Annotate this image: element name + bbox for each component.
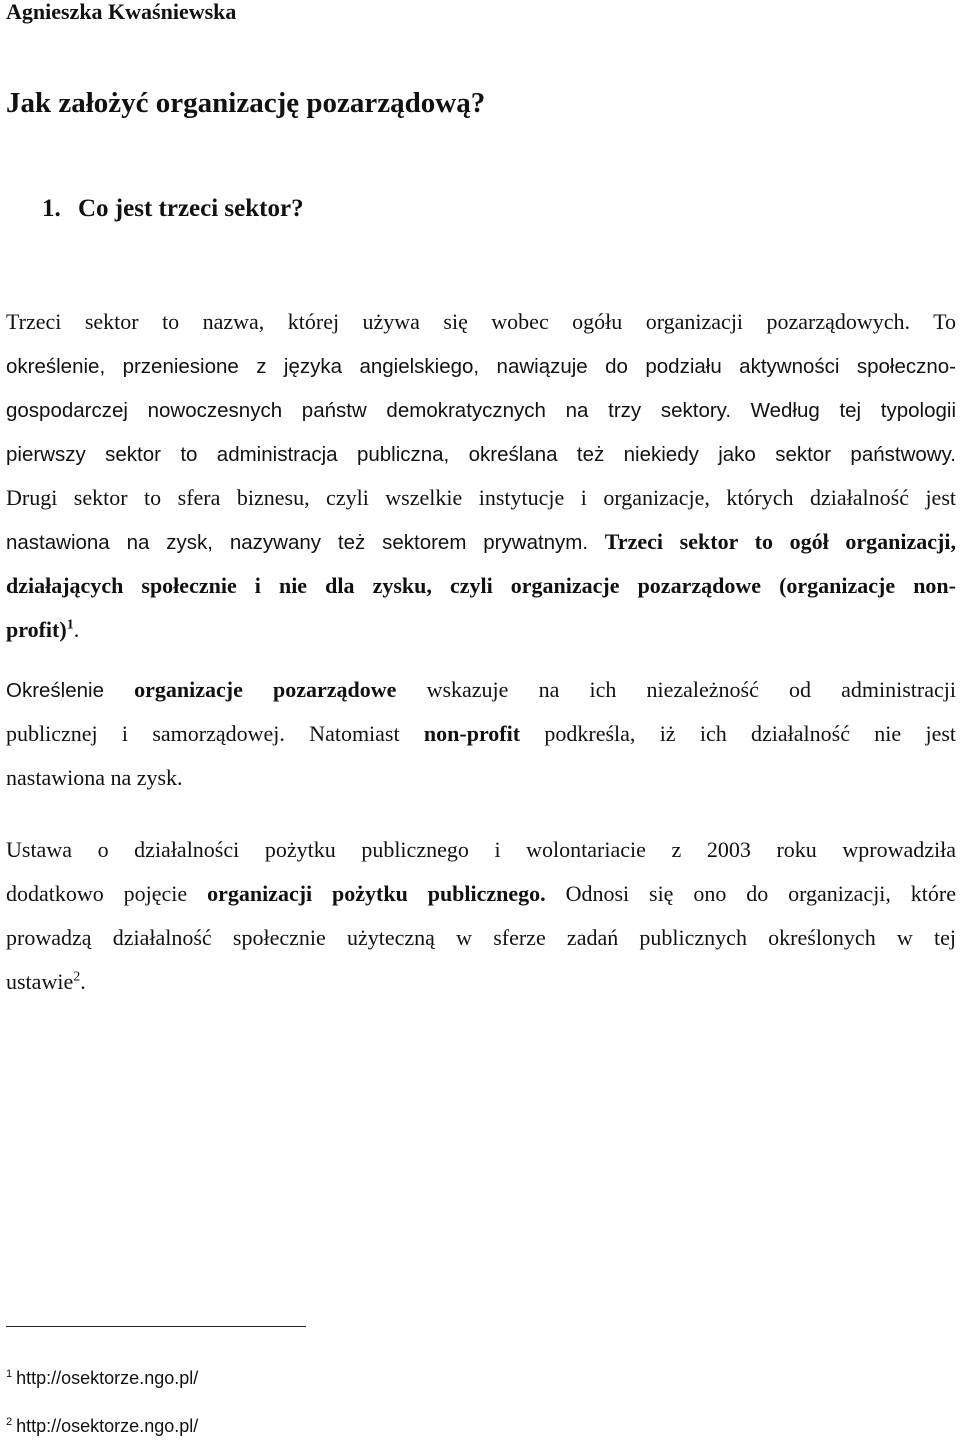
paragraph-line: określenie, przeniesione z języka angielskiego, nawiązuje do podziału aktywności społeczno-: [6, 355, 956, 378]
paragraph-line: nastawiona na zysk, nazywany też sektorem prywatnym. Trzeci sektor to ogół organizacji,: [6, 529, 956, 554]
document-title: Jak założyć organizację pozarządową?: [6, 87, 486, 119]
paragraph-public-benefit: [6, 828, 956, 1004]
bold-phrase: organizacji pożytku publicznego.: [207, 881, 546, 906]
paragraph-line: pierwszy sektor to administracja publiczna, określana też niekiedy jako sektor państwowy.: [6, 443, 956, 466]
paragraph-line: nastawiona na zysk.: [6, 765, 183, 790]
bold-phrase: działających społecznie i nie dla zysku, czyli organizacje pozarządowe (organizacje non-: [6, 573, 956, 598]
author-name: Agnieszka Kwaśniewska: [6, 0, 237, 24]
footnote-ref: 1: [66, 617, 74, 633]
bold-phrase: non-profit: [423, 721, 521, 746]
section-heading: [42, 192, 304, 226]
paragraph-line: gospodarczej nowoczesnych państw demokratycznych na trzy sektory. Według tej typologii: [6, 399, 956, 422]
paragraph-line: Ustawa o działalności pożytku publicznego i wolontariacie z 2003 roku wprowadziła: [6, 837, 956, 862]
paragraph-line: Drugi sektor to sfera biznesu, czyli wszelkie instytucje i organizacje, których działalność jest: [6, 485, 956, 510]
paragraph-line: publicznej i samorządowej. Natomiast non-profit podkreśla, iż ich działalność nie jest: [6, 721, 957, 746]
paragraph-line: ustawie$^2$.: [6, 969, 86, 994]
section-heading-text: Co jest trzeci sektor?: [78, 195, 304, 222]
bold-phrase: organizacje pozarządowe: [134, 677, 397, 702]
paragraph-line: Trzeci sektor to nazwa, której używa się wobec ogółu organizacji pozarządowych. To: [6, 309, 956, 334]
footnote-link[interactable]: http://osektorze.ngo.pl/: [16, 1368, 199, 1388]
paragraph-line: prowadzą działalność społecznie użyteczną w sferze zadań publicznych określonych w tej: [6, 925, 956, 950]
bold-phrase: Trzeci sektor to ogół organizacji,: [604, 529, 956, 554]
paragraph-line: dodatkowo pojęcie organizacji pożytku publicznego. Odnosi się ono do organizacji, które: [6, 881, 957, 906]
paragraph-third-sector-definition: [6, 300, 956, 652]
footnote-separator: [6, 1326, 306, 1327]
paragraph-line: profit)$^1$.: [6, 617, 80, 642]
section-number: 1.: [42, 195, 61, 222]
footnote-2: [6, 1414, 198, 1438]
paragraph-terminology: [6, 668, 956, 800]
paragraph-line: [6, 564, 956, 608]
footnote-number: 1: [6, 1368, 13, 1380]
footnote-ref: 2: [73, 969, 81, 985]
paragraph-line: Określenie organizacje pozarządowe wskazuje na ich niezależność od administracji: [6, 677, 956, 702]
footnote-link[interactable]: http://osektorze.ngo.pl/: [16, 1416, 199, 1436]
footnote-1: [6, 1366, 198, 1390]
footnote-number: 2: [6, 1416, 13, 1428]
